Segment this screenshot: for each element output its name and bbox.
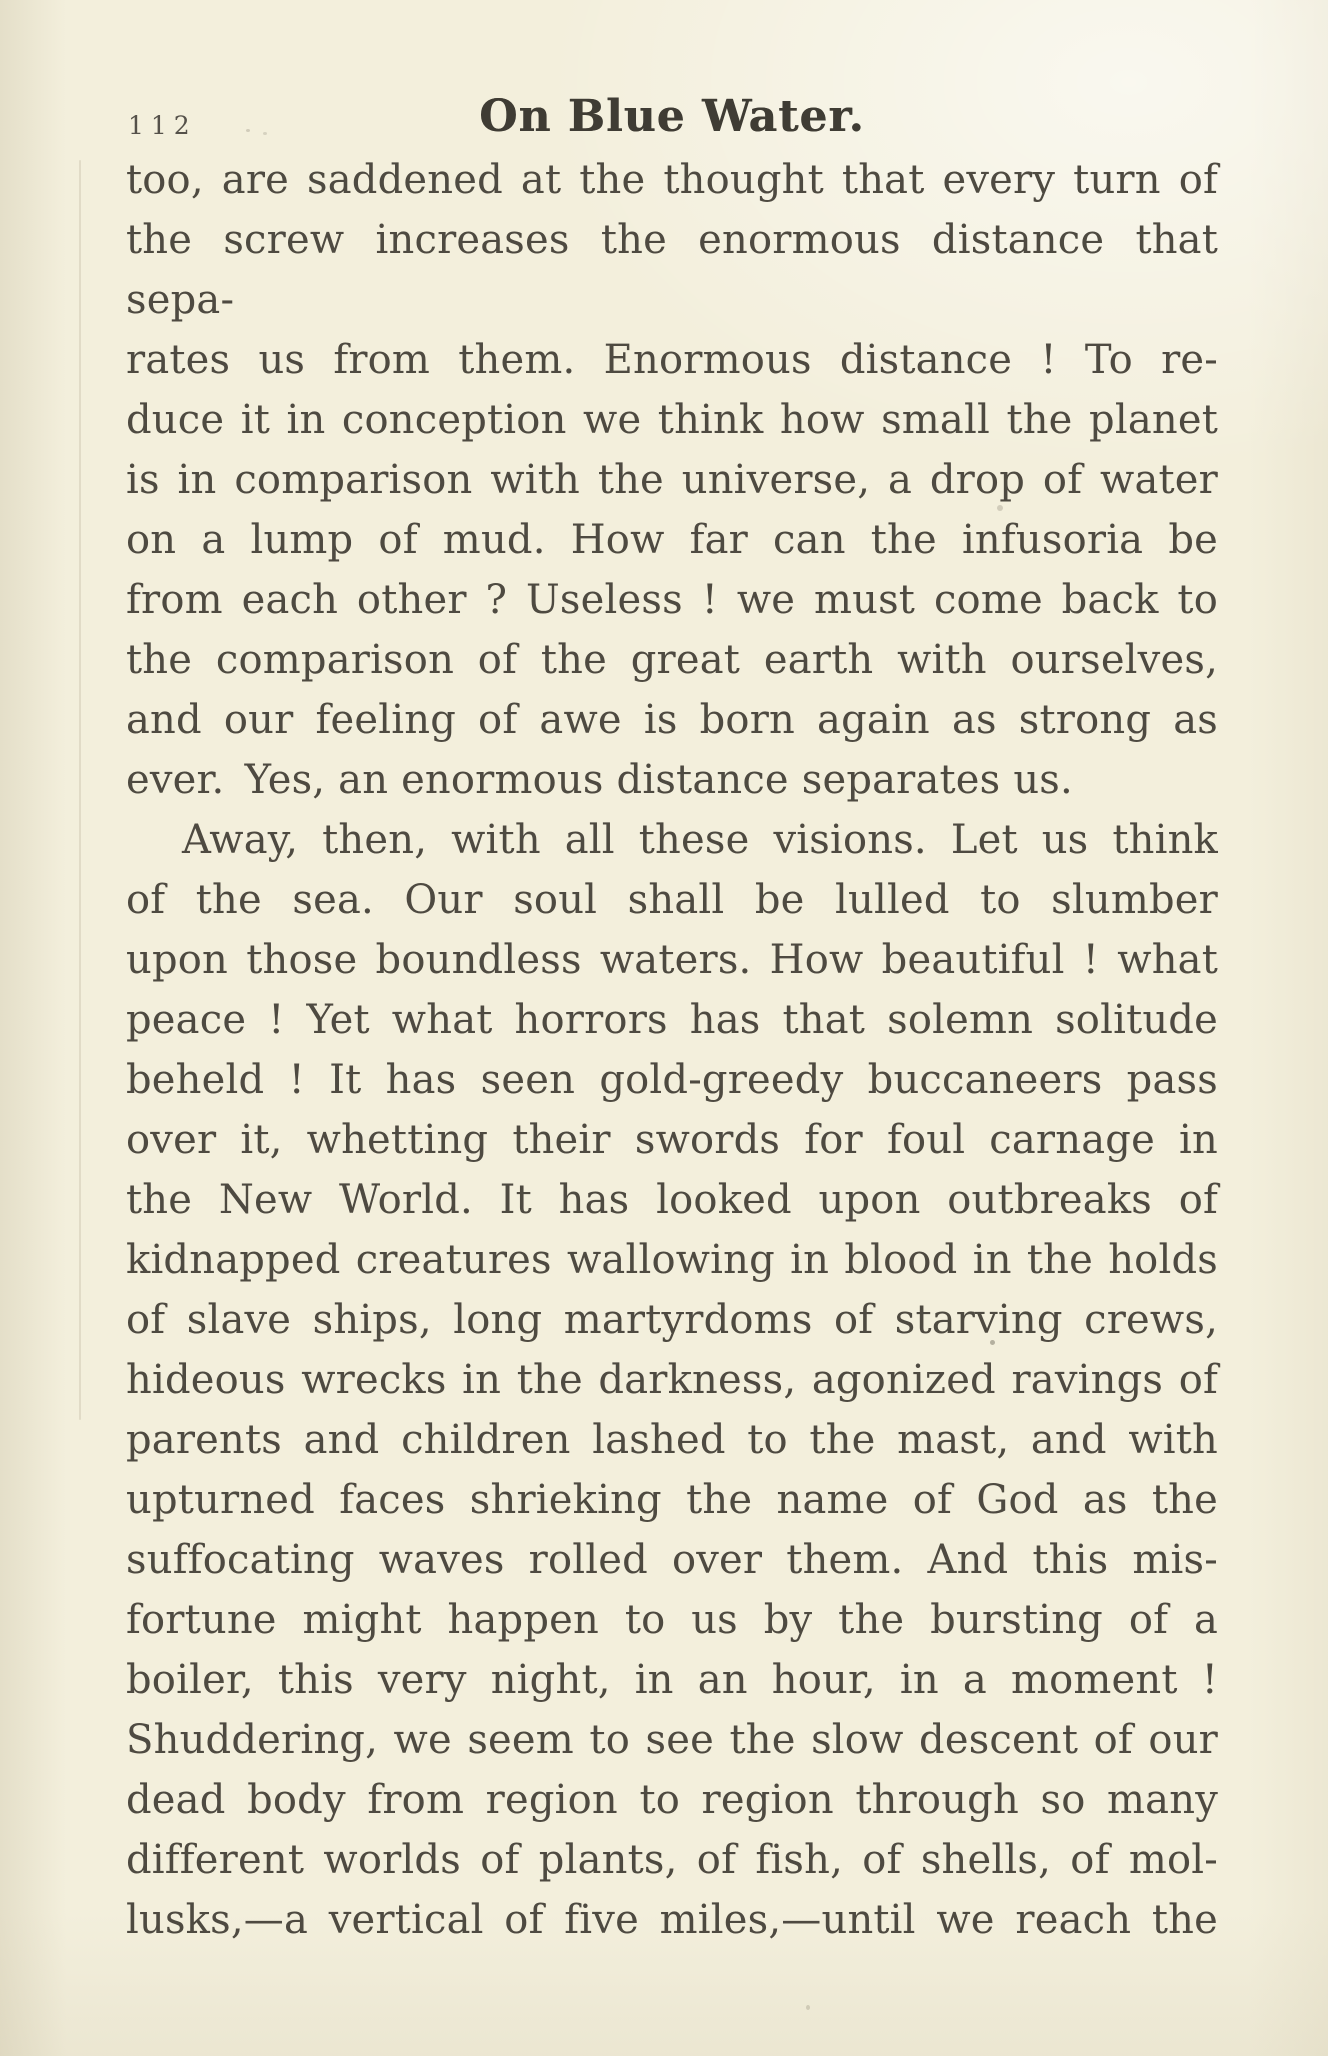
text-line: the New World. It has looked upon outbreaks of [126,1177,1218,1223]
paragraph [126,150,1218,810]
text-line: rates us from them. Enormous distance ! To re- [126,337,1218,383]
text-line: the comparison of the great earth with ourselves, [126,637,1218,683]
text-line: fortune might happen to us by the bursting of a [126,1597,1218,1643]
text-line: peace ! Yet what horrors has that solemn solitude [126,997,1218,1043]
text-line: and our feeling of awe is born again as strong as [126,697,1218,743]
text-line: Shuddering, we seem to see the slow descent of our [126,1717,1218,1763]
scan-speck [556,1552,560,1556]
text-line: upon those boundless waters. How beautiful ! what [126,937,1218,983]
scan-speck [246,129,250,132]
text-line: the screw increases the enormous distance that sepa- [126,217,1218,323]
text-line: of the sea. Our soul shall be lulled to slumber [126,877,1218,923]
paragraph [126,810,1218,1950]
scan-speck [990,1340,995,1345]
text-line: beheld ! It has seen gold-greedy buccaneers pass [126,1057,1218,1103]
text-line: parents and children lashed to the mast, and with [126,1417,1218,1463]
page-body [126,150,1218,1950]
text-line: duce it in conception we think how small the planet [126,397,1218,443]
scan-speck [263,132,267,135]
text-line: from each other ? Useless ! we must come back to [126,577,1218,623]
text-line: on a lump of mud. How far can the infusoria be [126,517,1218,563]
text-line: upturned faces shrieking the name of God as the [126,1477,1218,1523]
running-title: On Blue Water. [479,91,865,142]
running-head [126,90,1218,142]
text-line: different worlds of plants, of fish, of shells, of mol- [126,1837,1218,1883]
scan-edge-artifact [79,160,81,1420]
text-line: kidnapped creatures wallowing in blood in the holds [126,1237,1218,1283]
text-line: dead body from region to region through so many [126,1777,1218,1823]
text-line: lusks,—a vertical of five miles,—until we reach the [126,1897,1218,1943]
scan-speck [997,505,1003,511]
text-line: over it, whetting their swords for foul carnage in [126,1117,1218,1163]
text-line: ever. Yes, an enormous distance separates us. [126,757,1073,803]
text-line: is in comparison with the universe, a drop of water [126,457,1218,503]
page-number: 112 [128,111,197,140]
text-line: too, are saddened at the thought that every turn of [126,157,1218,203]
text-line: boiler, this very night, in an hour, in a moment ! [126,1657,1218,1703]
text-line: hideous wrecks in the darkness, agonized ravings of [126,1357,1218,1403]
text-line: suffocating waves rolled over them. And this mis- [126,1537,1218,1583]
scan-speck [806,2005,810,2010]
text-line: Away, then, with all these visions. Let us think [182,817,1218,863]
text-line: of slave ships, long martyrdoms of starving crews, [126,1297,1218,1343]
